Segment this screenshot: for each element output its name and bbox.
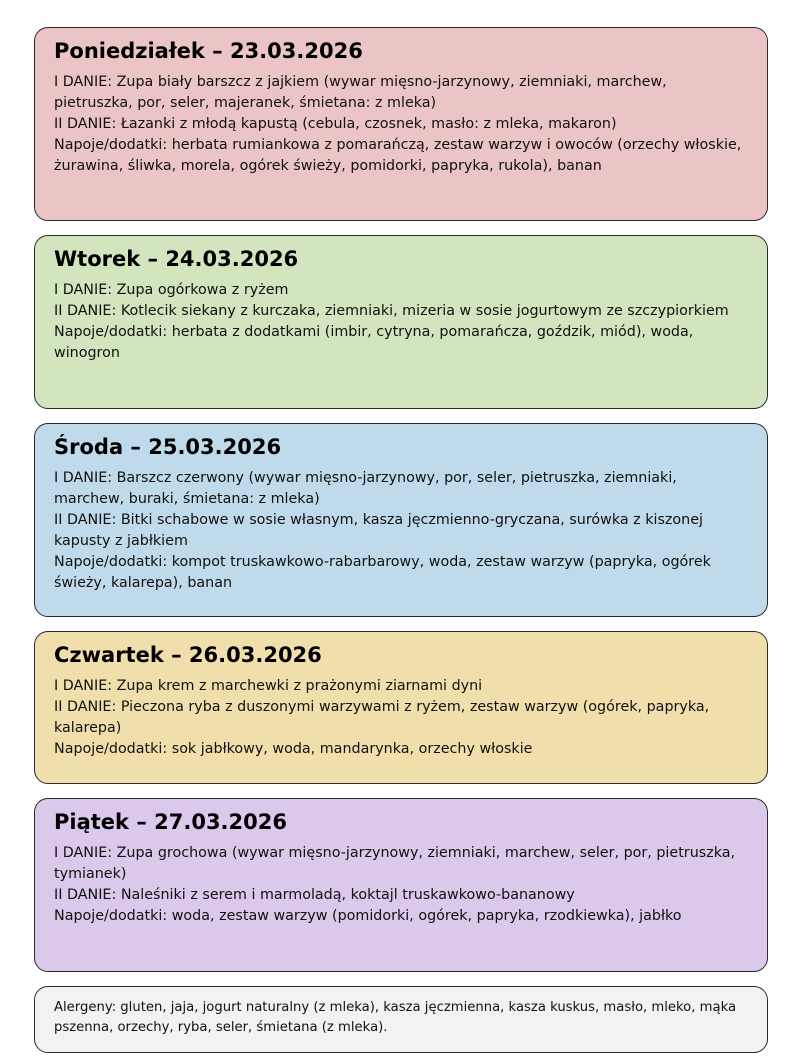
drinks-extras: Napoje/dodatki: woda, zestaw warzyw (pomidorki, ogórek, papryka, rzodkiewka), jabłko (54, 908, 682, 924)
drinks-extras: Napoje/dodatki: herbata rumiankowa z pomarańczą, zestaw warzyw i owoców (orzechy włoskie, żurawina, śliwka, morela, ogórek świeży, pomidorki, papryka, rukola), banan (54, 137, 742, 174)
drinks-extras: Napoje/dodatki: kompot truskawkowo-rabarbarowy, woda, zestaw warzyw (papryka, ogórek świeży, kalarepa), banan (54, 554, 711, 591)
first-course: I DANIE: Zupa krem z marchewki z prażonymi ziarnami dyni (54, 678, 483, 694)
allergens-text: Alergeny: gluten, jaja, jogurt naturalny (z mleka), kasza jęczmienna, kasza kuskus, masło, mleko, mąka pszenna, orzechy, ryba, seler, śmietana (z mleka). (54, 1000, 737, 1035)
day-card-thursday (34, 631, 768, 784)
second-course: II DANIE: Łazanki z młodą kapustą (cebula, czosnek, masło: z mleka, makaron) (54, 116, 617, 132)
first-course: I DANIE: Zupa biały barszcz z jajkiem (wywar mięsno-jarzynowy, ziemniaki, marchew, pietruszka, por, seler, majeranek, śmietana: z mleka) (54, 74, 667, 111)
day-title: Piątek – 27.03.2026 (54, 810, 287, 834)
drinks-extras: Napoje/dodatki: sok jabłkowy, woda, mandarynka, orzechy włoskie (54, 741, 533, 757)
drinks-extras: Napoje/dodatki: herbata z dodatkami (imbir, cytryna, pomarańcza, goździk, miód), woda, winogron (54, 324, 694, 361)
day-card-tuesday (34, 235, 768, 409)
day-card-friday (34, 798, 768, 972)
allergens-box (34, 986, 768, 1053)
first-course: I DANIE: Barszcz czerwony (wywar mięsno-jarzynowy, por, seler, pietruszka, ziemniaki, marchew, buraki, śmietana: z mleka) (54, 470, 677, 507)
day-title: Wtorek – 24.03.2026 (54, 247, 299, 271)
first-course: I DANIE: Zupa ogórkowa z ryżem (54, 282, 289, 298)
day-title: Czwartek – 26.03.2026 (54, 643, 322, 667)
weekly-menu (34, 27, 768, 1053)
day-card-wednesday (34, 423, 768, 617)
second-course: II DANIE: Kotlecik siekany z kurczaka, ziemniaki, mizeria w sosie jogurtowym ze szczypiorkiem (54, 303, 729, 319)
day-title: Poniedziałek – 23.03.2026 (54, 39, 363, 63)
day-title: Środa – 25.03.2026 (54, 435, 282, 459)
day-card-monday (34, 27, 768, 221)
second-course: II DANIE: Pieczona ryba z duszonymi warzywami z ryżem, zestaw warzyw (ogórek, papryka, kalarepa) (54, 699, 710, 736)
second-course: II DANIE: Bitki schabowe w sosie własnym, kasza jęczmienno-gryczana, surówka z kiszonej kapusty z jabłkiem (54, 512, 703, 549)
second-course: II DANIE: Naleśniki z serem i marmoladą, koktajl truskawkowo-bananowy (54, 887, 575, 903)
first-course: I DANIE: Zupa grochowa (wywar mięsno-jarzynowy, ziemniaki, marchew, seler, por, pietruszka, tymianek) (54, 845, 736, 882)
